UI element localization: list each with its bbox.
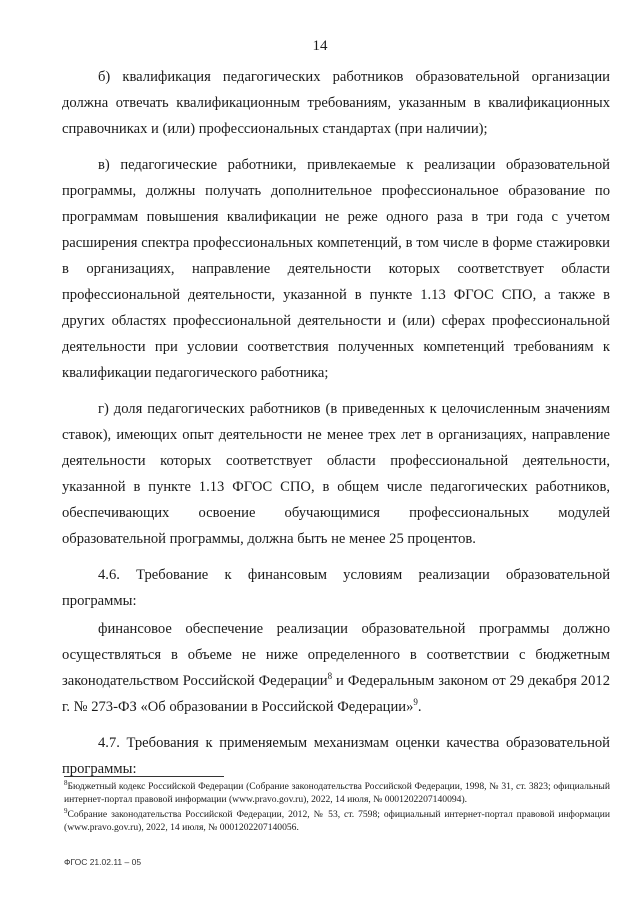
footnote-text-9: Собрание законодательства Российской Федерации, 2012, № 53, ст. 7598; официальный интернет-портал правовой информации (www.pravo.gov.ru), 2022, 14 июля, № 0001202207140056. (64, 809, 610, 833)
footnote-9 (64, 808, 610, 834)
paragraph-qualification: б) квалификация педагогических работников образовательной организации должна отвечать квалификационным требованиям, указанным в квалификационных справочниках и (или) профессиональных стандартах (при наличии); (62, 69, 610, 137)
financial-text-part-1: финансовое обеспечение реализации образовательной программы должно осуществляться в объеме не ниже определенного в соответствии с бюджетным законодательством Российской Федерации (62, 621, 610, 689)
paragraph-professional-development: в) педагогические работники, привлекаемые к реализации образовательной программы, должны получать дополнительное профессиональное образование по программам повышения квалификации не реже одного раза в три года с учетом расширения спектра профессиональных компетенций, в том числе в форме стажировки в организациях, направление деятельности которых соответствует области профессиональной деятельности, указанной в пункте 1.13 ФГОС СПО, а также в других областях профессиональной деятельности и (или) сферах профессиональной деятельности при условии соответствия полученных компетенций требованиям к квалификации педагогического работника; (62, 157, 610, 381)
footnotes (64, 780, 610, 836)
paragraph-experienced-staff-share: г) доля педагогических работников (в приведенных к целочисленным значениям ставок), имеющих опыт деятельности не менее трех лет в организациях, направление деятельности которых соответствует области профессиональной деятельности, указанной в пункте 1.13 ФГОС СПО, в общем числе педагогических работников, обеспечивающих освоение обучающимися профессиональных модулей образовательной программы, должна быть не менее 25 процентов. (62, 401, 610, 547)
financial-text-part-2: и Федеральным законом от 29 декабря 2012 г. № 273-ФЗ «Об образовании в Российской Федерации» (62, 673, 610, 715)
document-body (62, 64, 610, 792)
document-code: ФГОС 21.02.11 – 05 (64, 857, 142, 867)
footnote-mark-9: 9 (64, 806, 68, 815)
footnote-ref-8[interactable]: 8 (327, 671, 333, 682)
footnote-ref-9[interactable]: 9 (413, 697, 418, 708)
financial-text-part-3: . (417, 699, 422, 715)
page-number: 14 (312, 38, 328, 54)
footnote-8 (64, 780, 610, 806)
footnote-separator (64, 776, 224, 777)
footnote-text-8: Бюджетный кодекс Российской Федерации (Собрание законодательства Российской Федерации, 1998, № 31, ст. 3823; официальный интернет-портал правовой информации (www.pravo.gov.ru), 2022, 14 июля, № 0001202207140094). (64, 781, 610, 805)
footnote-mark-8: 8 (64, 778, 68, 787)
heading-financial-conditions: 4.6. Требование к финансовым условиям реализации образовательной программы: (62, 567, 610, 609)
heading-quality-assessment: 4.7. Требования к применяемым механизмам оценки качества образовательной программы: (62, 735, 610, 777)
paragraph-financial-provision (62, 616, 610, 720)
